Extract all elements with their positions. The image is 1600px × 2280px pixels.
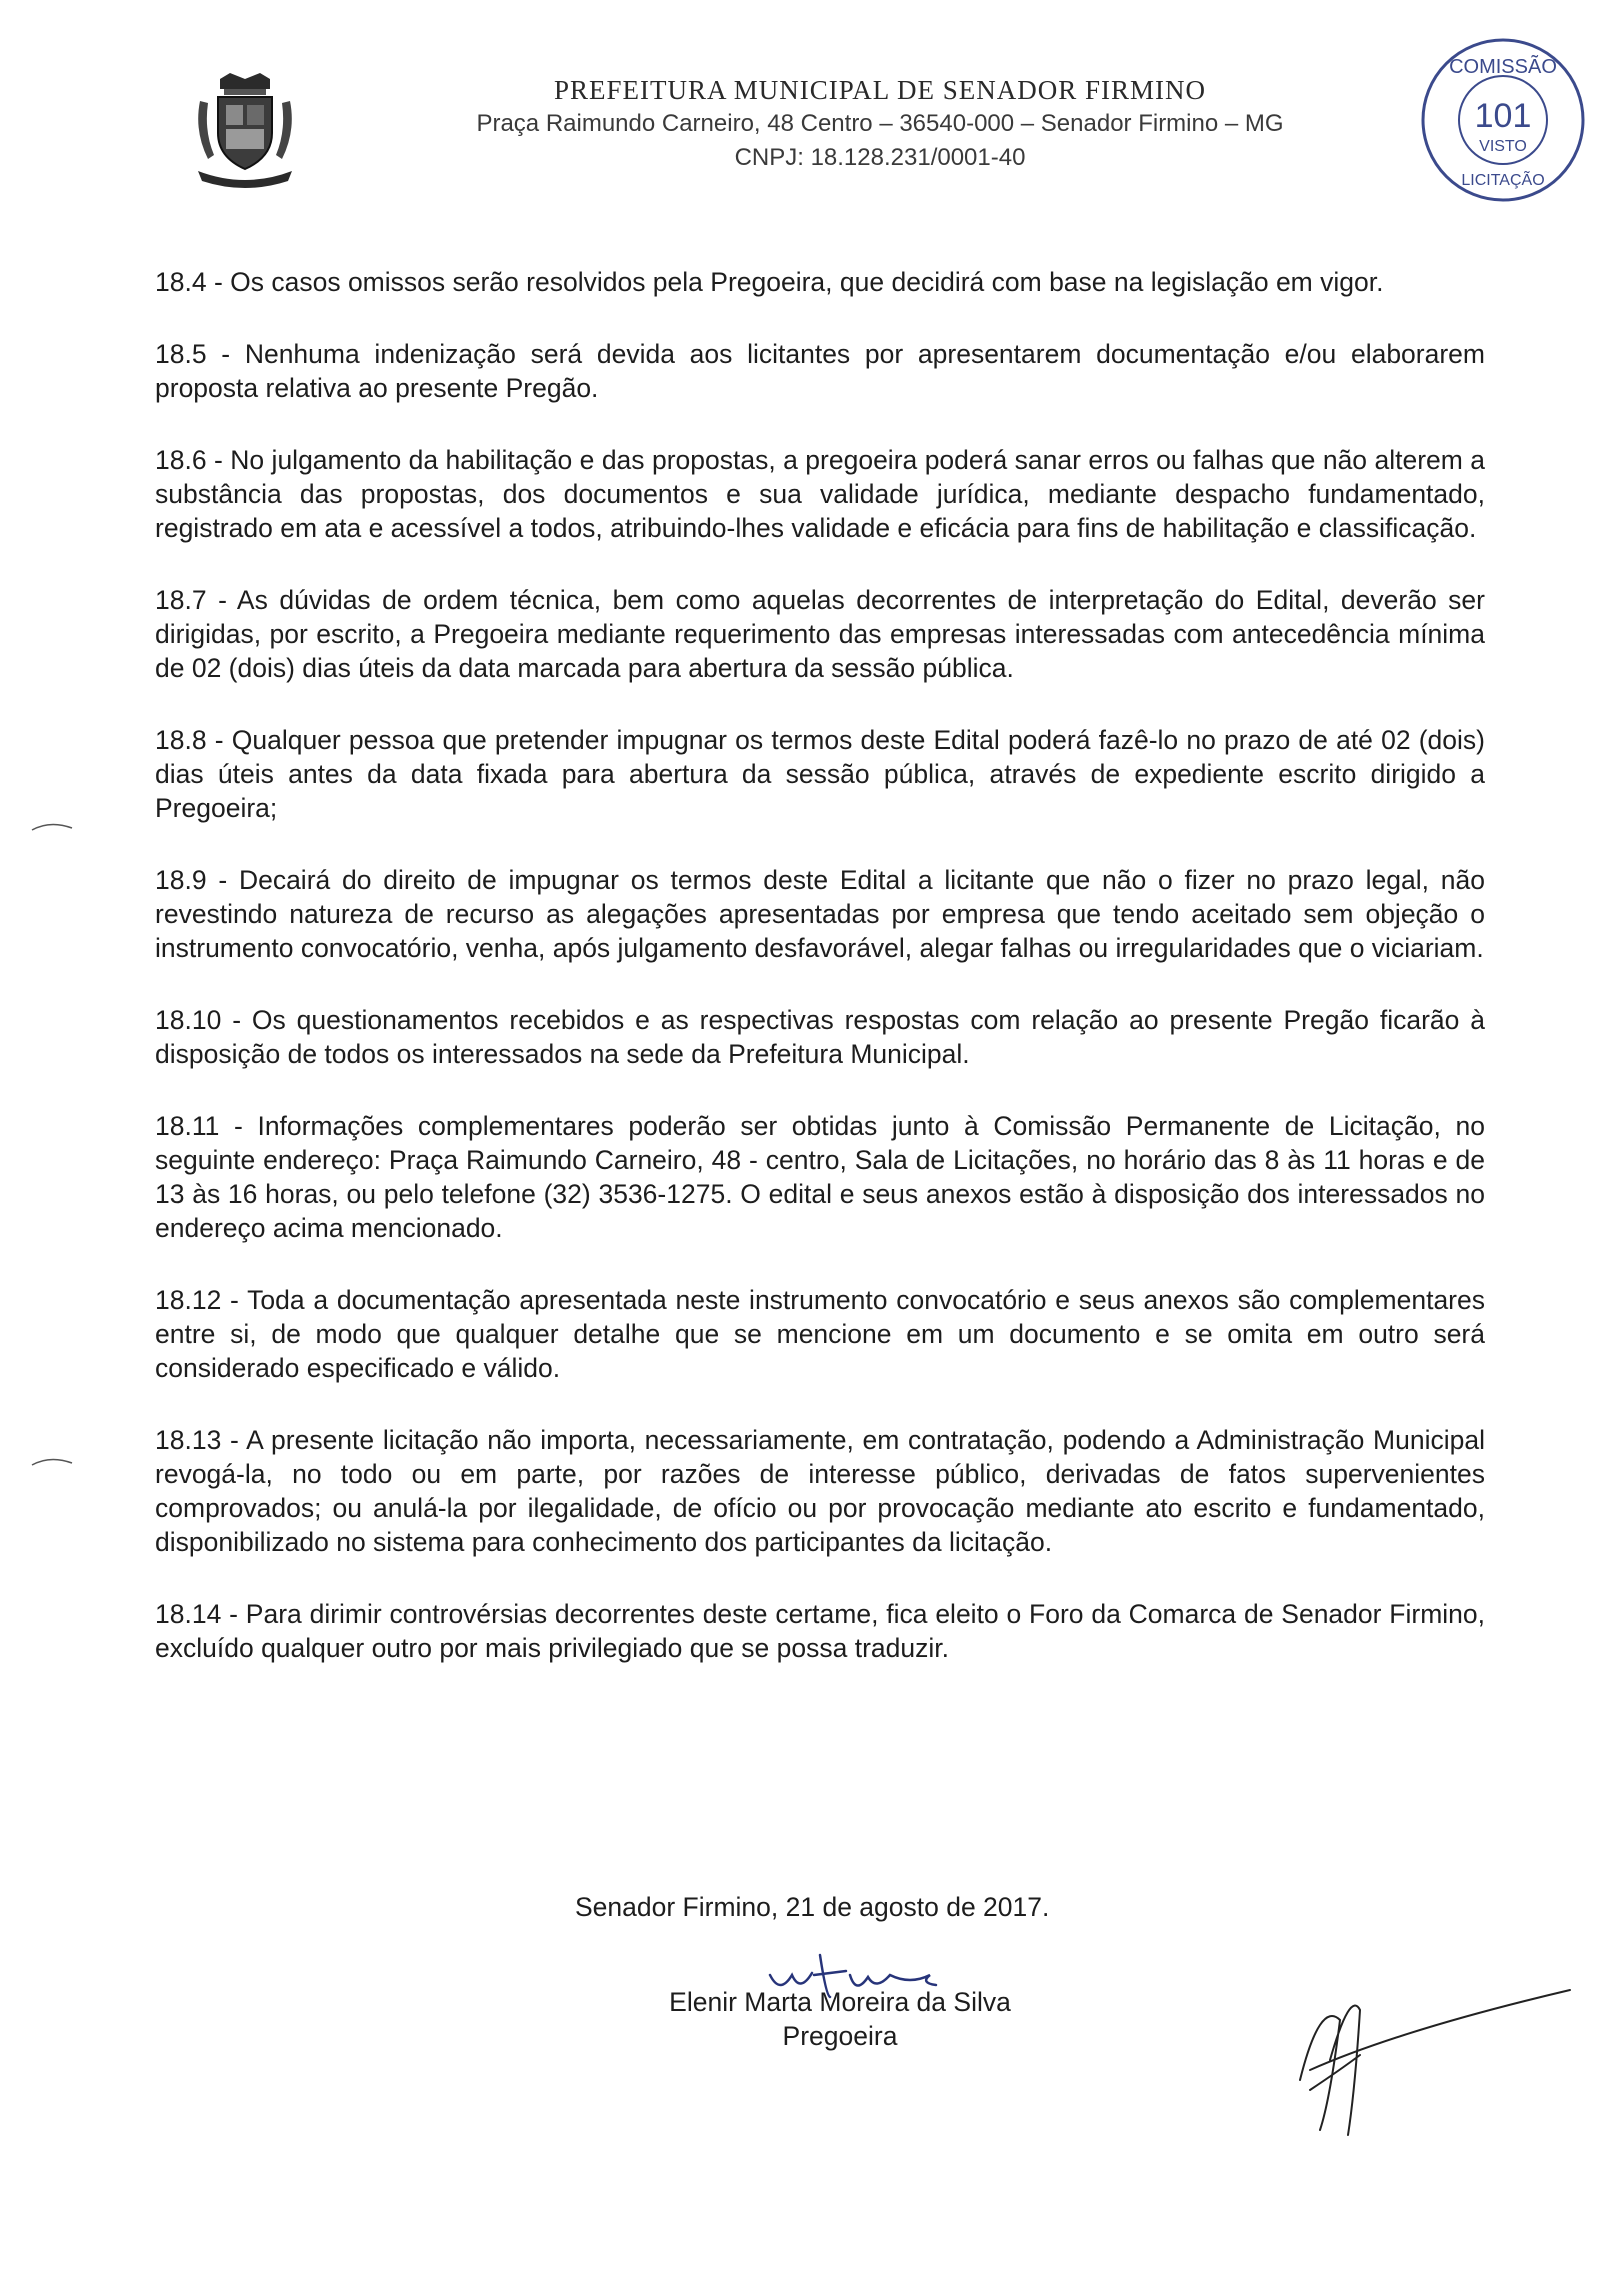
clause-18-4: 18.4 - Os casos omissos serão resolvidos pela Pregoeira, que decidirá com base na legislação em vigor. xyxy=(155,267,1384,297)
document-body xyxy=(155,265,1485,1703)
org-address: Praça Raimundo Carneiro, 48 Centro – 36540-000 – Senador Firmino – MG xyxy=(476,110,1284,137)
letterhead xyxy=(190,65,1420,205)
municipal-coat-of-arms-icon xyxy=(190,71,300,191)
svg-text:COMISSÃO: COMISSÃO xyxy=(1449,56,1557,78)
clause-18-10: 18.10 - Os questionamentos recebidos e as respectivas respostas com relação ao presente Pregão ficarão à disposição de todos os interessados na sede da Prefeitura Municipal. xyxy=(155,1005,1485,1069)
margin-mark xyxy=(30,820,75,832)
clause-18-13: 18.13 - A presente licitação não importa, necessariamente, em contratação, podendo a Administração Municipal revogá-la, no todo ou em parte, por razões de interesse público, derivadas de fatos supervenientes comprovados; ou anulá-la por ilegalidade, de ofício ou por provocação mediante ato escrito e fundamentado, disponibilizado no sistema para conhecimento dos participantes da licitação. xyxy=(155,1425,1485,1557)
commission-stamp-icon xyxy=(1418,35,1588,205)
signature-block xyxy=(560,1985,1120,2053)
clause-18-6: 18.6 - No julgamento da habilitação e das propostas, a pregoeira poderá sanar erros ou falhas que não alterem a substância das propostas, dos documentos e sua validade jurídica, mediante despacho fundamentado, registrado em ata e acessível a todos, atribuindo-lhes validade e eficácia para fins de habilitação e classificação. xyxy=(155,445,1485,543)
svg-text:LICITAÇÃO: LICITAÇÃO xyxy=(1461,172,1545,189)
org-cnpj: CNPJ: 18.128.231/0001-40 xyxy=(734,144,1026,171)
rubric-signature-icon xyxy=(1280,1960,1580,2150)
clause-18-11: 18.11 - Informações complementares poderão ser obtidas junto à Comissão Permanente de Licitação, no seguinte endereço: Praça Raimundo Carneiro, 48 - centro, Sala de Licitações, no horário das 8 às 11 horas e de 13 às 16 horas, ou pelo telefone (32) 3536-1275. O edital e seus anexos estão à disposição dos interessados no endereço acima mencionado. xyxy=(155,1111,1485,1243)
svg-text:VISTO: VISTO xyxy=(1479,138,1527,155)
margin-mark xyxy=(30,1455,75,1467)
clause-18-7: 18.7 - As dúvidas de ordem técnica, bem como aquelas decorrentes de interpretação do Edital, deverão ser dirigidas, por escrito, a Pregoeira mediante requerimento das empresas interessadas com antecedência mínima de 02 (dois) dias úteis da data marcada para abertura da sessão pública. xyxy=(155,585,1485,683)
stamp-number: 101 xyxy=(1474,97,1532,135)
clause-18-5: 18.5 - Nenhuma indenização será devida aos licitantes por apresentarem documentação e/ou elaborarem proposta relativa ao presente Pregão. xyxy=(155,339,1485,403)
signer-role: Pregoeira xyxy=(782,2021,898,2051)
signer-name: Elenir Marta Moreira da Silva xyxy=(669,1987,1011,2017)
clause-18-14: 18.14 - Para dirimir controvérsias decorrentes deste certame, fica eleito o Foro da Comarca de Senador Firmino, excluído qualquer outro por mais privilegiado que se possa traduzir. xyxy=(155,1599,1485,1663)
clause-18-8: 18.8 - Qualquer pessoa que pretender impugnar os termos deste Edital poderá fazê-lo no prazo de até 02 (dois) dias úteis antes da data fixada para abertura da sessão pública, através de expediente escrito dirigido a Pregoeira; xyxy=(155,725,1485,823)
clause-18-12: 18.12 - Toda a documentação apresentada neste instrumento convocatório e seus anexos são complementares entre si, de modo que qualquer detalhe que se mencione em um documento e se omita em outro será considerado especificado e válido. xyxy=(155,1285,1485,1383)
clause-18-9: 18.9 - Decairá do direito de impugnar os termos deste Edital a licitante que não o fizer no prazo legal, não revestindo natureza de recurso as alegações apresentadas por empresa que tendo aceitado sem objeção o instrumento convocatório, venha, após julgamento desfavorável, alegar falhas ou irregularidades que o viciariam. xyxy=(155,865,1485,963)
org-name: PREFEITURA MUNICIPAL DE SENADOR FIRMINO xyxy=(553,75,1207,105)
place-date: Senador Firmino, 21 de agosto de 2017. xyxy=(575,1892,1050,1922)
